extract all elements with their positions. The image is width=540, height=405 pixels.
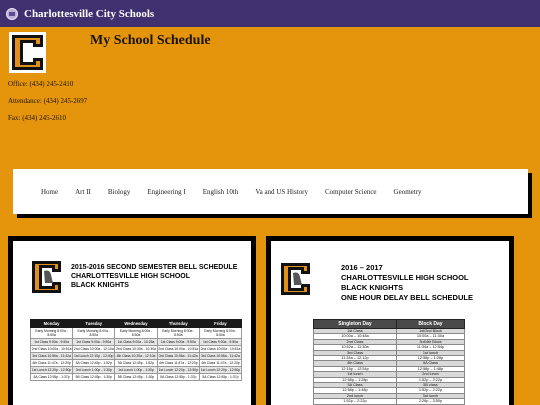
column-header: Thursday: [157, 320, 199, 328]
table-cell: 4th Class: [314, 361, 397, 366]
table-cell: 1:52p – 2:22p: [314, 399, 397, 404]
table-cell: 11:34a – 12:54p: [396, 345, 464, 350]
nav-art-ii[interactable]: Art II: [75, 187, 91, 196]
table-cell: 12:58p – 1:28p: [314, 377, 397, 382]
column-header: Monday: [31, 320, 73, 328]
bell-schedule-image[interactable]: [8, 236, 256, 405]
table-cell: 5A Class 12:45p - 1:52p: [115, 360, 157, 367]
delay-schedule-image[interactable]: [266, 236, 514, 405]
table-row: [31, 328, 242, 339]
table-cell: 1st Class 9:00a - 9:50a: [73, 339, 115, 346]
site-header: [0, 0, 540, 27]
fax-number: Fax: (434) 245-2610: [8, 114, 66, 122]
table-cell: Early Morning 8:00a - 8:50a: [73, 328, 115, 339]
school-c-logo-icon[interactable]: [9, 32, 46, 73]
table-cell: 1st Lunch 12:20p - 12:50p: [31, 368, 72, 372]
table-cell: 1st Class: [314, 329, 397, 334]
table-row: [31, 353, 242, 360]
black-knight-logo-icon: [279, 261, 312, 297]
table-cell: Early Morning 8:00a - 8:50a: [115, 328, 157, 339]
table-cell: 1:52p – 2:22p: [396, 377, 464, 382]
table-cell: 1st Lunch 1:00p - 1:30p: [115, 367, 157, 374]
table-row: [31, 360, 242, 367]
table-cell: 2nd Class: [314, 339, 397, 344]
table-cell: 1st Lunch 12:10p - 12:40p: [74, 354, 114, 358]
table-cell: 5B Class 12:45p - 1:30p: [115, 374, 157, 381]
table-cell: 5A Class 12:45p - 1:52p: [73, 360, 115, 367]
column-header: Wednesday: [115, 320, 157, 328]
table-cell: 1st Class 9:00a - 10:25a: [115, 339, 157, 346]
column-header: Block Day: [396, 320, 464, 329]
nav-va-us-history[interactable]: Va and US History: [255, 187, 309, 196]
table-cell: 5B class: [396, 383, 464, 388]
table-cell: Early Morning 8:00a - 8:50a: [157, 328, 199, 339]
table-cell: 5A Class 12:55p - 1:37p: [199, 374, 241, 381]
column-header: Friday: [199, 320, 241, 328]
table-cell: 3rd Class 10:56a - 11:42a: [158, 354, 198, 358]
table-cell: 4th Class 11:47a - 12:20p: [32, 361, 71, 365]
table-cell: 2nd Class 10:00a - 10:51a: [200, 347, 241, 351]
table-row: [314, 399, 465, 404]
page-title: My School Schedule: [90, 33, 211, 48]
table-cell: 2nd Class 10:00a - 12:10a: [73, 347, 114, 351]
table-cell: Early Morning 8:00a - 8:50a: [31, 328, 73, 339]
table-cell: 4th Class 11:47a - 12:20p: [201, 361, 240, 365]
nav-home[interactable]: Home: [41, 187, 59, 196]
table-cell: 12:58p – 1:48p: [314, 388, 397, 393]
nav-biology[interactable]: Biology: [107, 187, 131, 196]
table-cell: 2nd Class 10:30a - 10:30a: [116, 347, 156, 351]
table-cell: 3rd Lunch 1:00p - 1:30p: [73, 367, 115, 374]
table-cell: 2nd lunch: [396, 372, 464, 377]
table-cell: 2nd Class 10:00a - 10:51a: [158, 347, 199, 351]
table-cell: 5A Class 12:55p - 1:37p: [157, 374, 199, 381]
table-cell: 12:58p – 1:48p: [396, 366, 464, 371]
table-cell: 1st Class 9:00a - 9:50a: [199, 339, 241, 346]
table-cell: 5B Class 12:45p - 1:30p: [73, 374, 115, 381]
table-cell: 12:16p – 12:54p: [314, 366, 397, 371]
table-cell: 12:58p – 1:28p: [396, 356, 464, 361]
table-cell: 3rd Class: [314, 350, 397, 355]
table-cell: 5A Class: [396, 361, 464, 366]
table-cell: 3rd Class 10:56a - 11:42a: [32, 354, 71, 358]
table-row: [31, 339, 242, 346]
table-cell: 5A Class 12:55p - 1:37p: [31, 374, 73, 381]
table-cell: 1st Lunch 12:20p - 12:50p: [158, 368, 198, 372]
column-header: Tuesday: [73, 320, 115, 328]
table-cell: 1st/2nd Block: [396, 329, 464, 334]
nav-computer-science[interactable]: Computer Science: [325, 187, 377, 196]
table-cell: 4th Class 10:30a - 12:10a: [116, 354, 156, 358]
table-row: [31, 346, 242, 353]
table-cell: 1st Class 9:00a - 9:50a: [31, 339, 73, 346]
nav-engineering-i[interactable]: Engineering I: [147, 187, 186, 196]
table-cell: 4th Class 11:47a - 12:20p: [159, 361, 198, 365]
table-row: [31, 374, 242, 381]
nav-geometry[interactable]: Geometry: [393, 187, 422, 196]
table-cell: 1st Lunch 12:20p - 12:50p: [200, 368, 241, 372]
table-cell: 2nd lunch: [314, 393, 397, 398]
table-cell: 10:00a – 10:48a: [314, 334, 397, 339]
black-knight-logo-icon: [30, 259, 63, 295]
table-cell: 10:52a – 11:30a: [314, 345, 397, 350]
nav-english-10th[interactable]: English 10th: [202, 187, 239, 196]
table-cell: 10:00a – 11:30a: [396, 334, 464, 339]
site-name[interactable]: Charlottesville City Schools: [24, 7, 155, 20]
table-row: [31, 367, 242, 374]
table-cell: 11:34a – 12:12p: [314, 356, 397, 361]
district-logo-icon[interactable]: [6, 8, 18, 20]
office-phone: Office: (434) 245-2410: [8, 80, 74, 88]
delay-schedule-table: [313, 319, 465, 405]
table-cell: 1st Class 9:00a - 9:50a: [157, 339, 199, 346]
table-cell: 2nd Class 10:00a - 10:51a: [31, 347, 72, 351]
attendance-phone: Attendance: (434) 245-2697: [8, 97, 88, 105]
table-cell: Early Morning 8:00a - 8:50a: [199, 328, 241, 339]
table-cell: 1st lunch: [314, 372, 397, 377]
semester-schedule-table: [30, 319, 242, 381]
table-cell: 2:26p – 3:50p: [396, 399, 464, 404]
table-cell: 1st lunch: [396, 350, 464, 355]
table-cell: 3rd/4th Block: [396, 339, 464, 344]
class-nav: [13, 169, 528, 214]
schedule-heading: 2015-2016 SECOND SEMESTER BELL SCHEDULE CHARLOTTESVILLE HIGH SCHOOL BLACK KNIGHTS: [71, 264, 238, 289]
table-cell: 3rd lunch: [396, 393, 464, 398]
column-header: Singleton Day: [314, 320, 397, 329]
table-cell: 3rd Class 10:56a - 11:42a: [201, 354, 240, 358]
delay-schedule-heading: 2016 – 2017 CHARLOTTESVILLE HIGH SCHOOL BLACK KNIGHTS ONE HOUR DELAY BELL SCHEDULE: [341, 263, 473, 302]
table-cell: 5A Class: [314, 383, 397, 388]
table-cell: 1:52p – 2:22p: [396, 388, 464, 393]
